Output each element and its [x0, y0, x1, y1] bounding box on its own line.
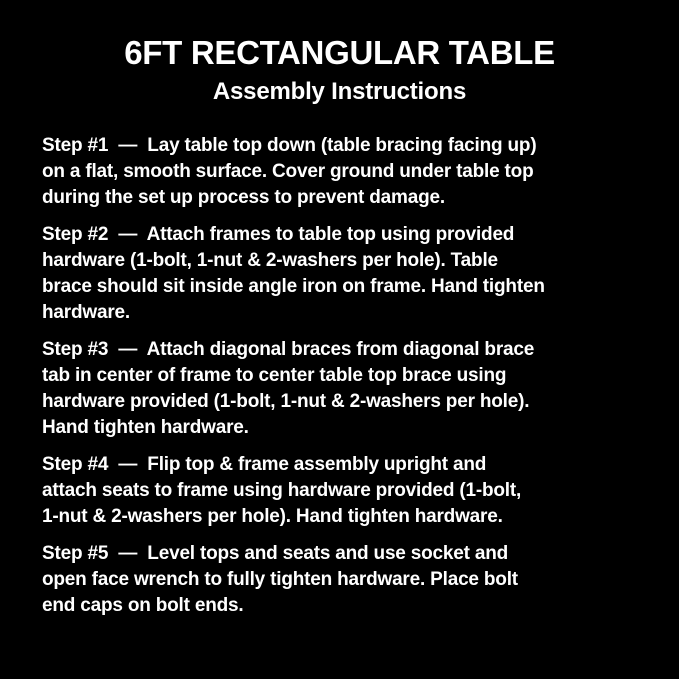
steps-list — [0, 133, 679, 619]
step-line: Step #3 — Attach diagonal braces from diagonal brace — [42, 339, 535, 360]
step-paragraph-2 — [42, 222, 653, 326]
page-subtitle: Assembly Instructions — [212, 78, 467, 105]
step-line: Hand tighten hardware. — [42, 417, 249, 438]
step-line: on a flat, smooth surface. Cover ground under table top — [42, 161, 534, 182]
step-line: Step #4 — Flip top & frame assembly upright and — [42, 454, 487, 475]
step-line: Step #2 — Attach frames to table top using provided — [42, 224, 515, 245]
step-line: end caps on bolt ends. — [42, 595, 244, 616]
step-line: during the set up process to prevent damage. — [42, 187, 445, 208]
step-paragraph-1 — [42, 133, 653, 211]
step-line: Step #1 — Lay table top down (table bracing facing up) — [42, 135, 537, 156]
page-title: 6FT RECTANGULAR TABLE — [124, 34, 555, 71]
step-line: open face wrench to fully tighten hardware. Place bolt — [42, 569, 518, 590]
step-line: tab in center of frame to center table top brace using — [42, 365, 507, 386]
step-line: 1-nut & 2-washers per hole). Hand tighten hardware. — [42, 506, 503, 527]
step-line: attach seats to frame using hardware provided (1-bolt, — [42, 480, 522, 501]
step-line: Step #5 — Level tops and seats and use socket and — [42, 543, 509, 564]
step-paragraph-5 — [42, 541, 653, 619]
step-line: hardware provided (1-bolt, 1-nut & 2-washers per hole). — [42, 391, 530, 412]
sheet-header — [0, 36, 679, 105]
step-paragraph-3 — [42, 337, 653, 441]
step-line: hardware. — [42, 302, 130, 323]
step-line: hardware (1-bolt, 1-nut & 2-washers per hole). Table — [42, 250, 498, 271]
step-line: brace should sit inside angle iron on frame. Hand tighten — [42, 276, 545, 297]
step-paragraph-4 — [42, 452, 653, 530]
